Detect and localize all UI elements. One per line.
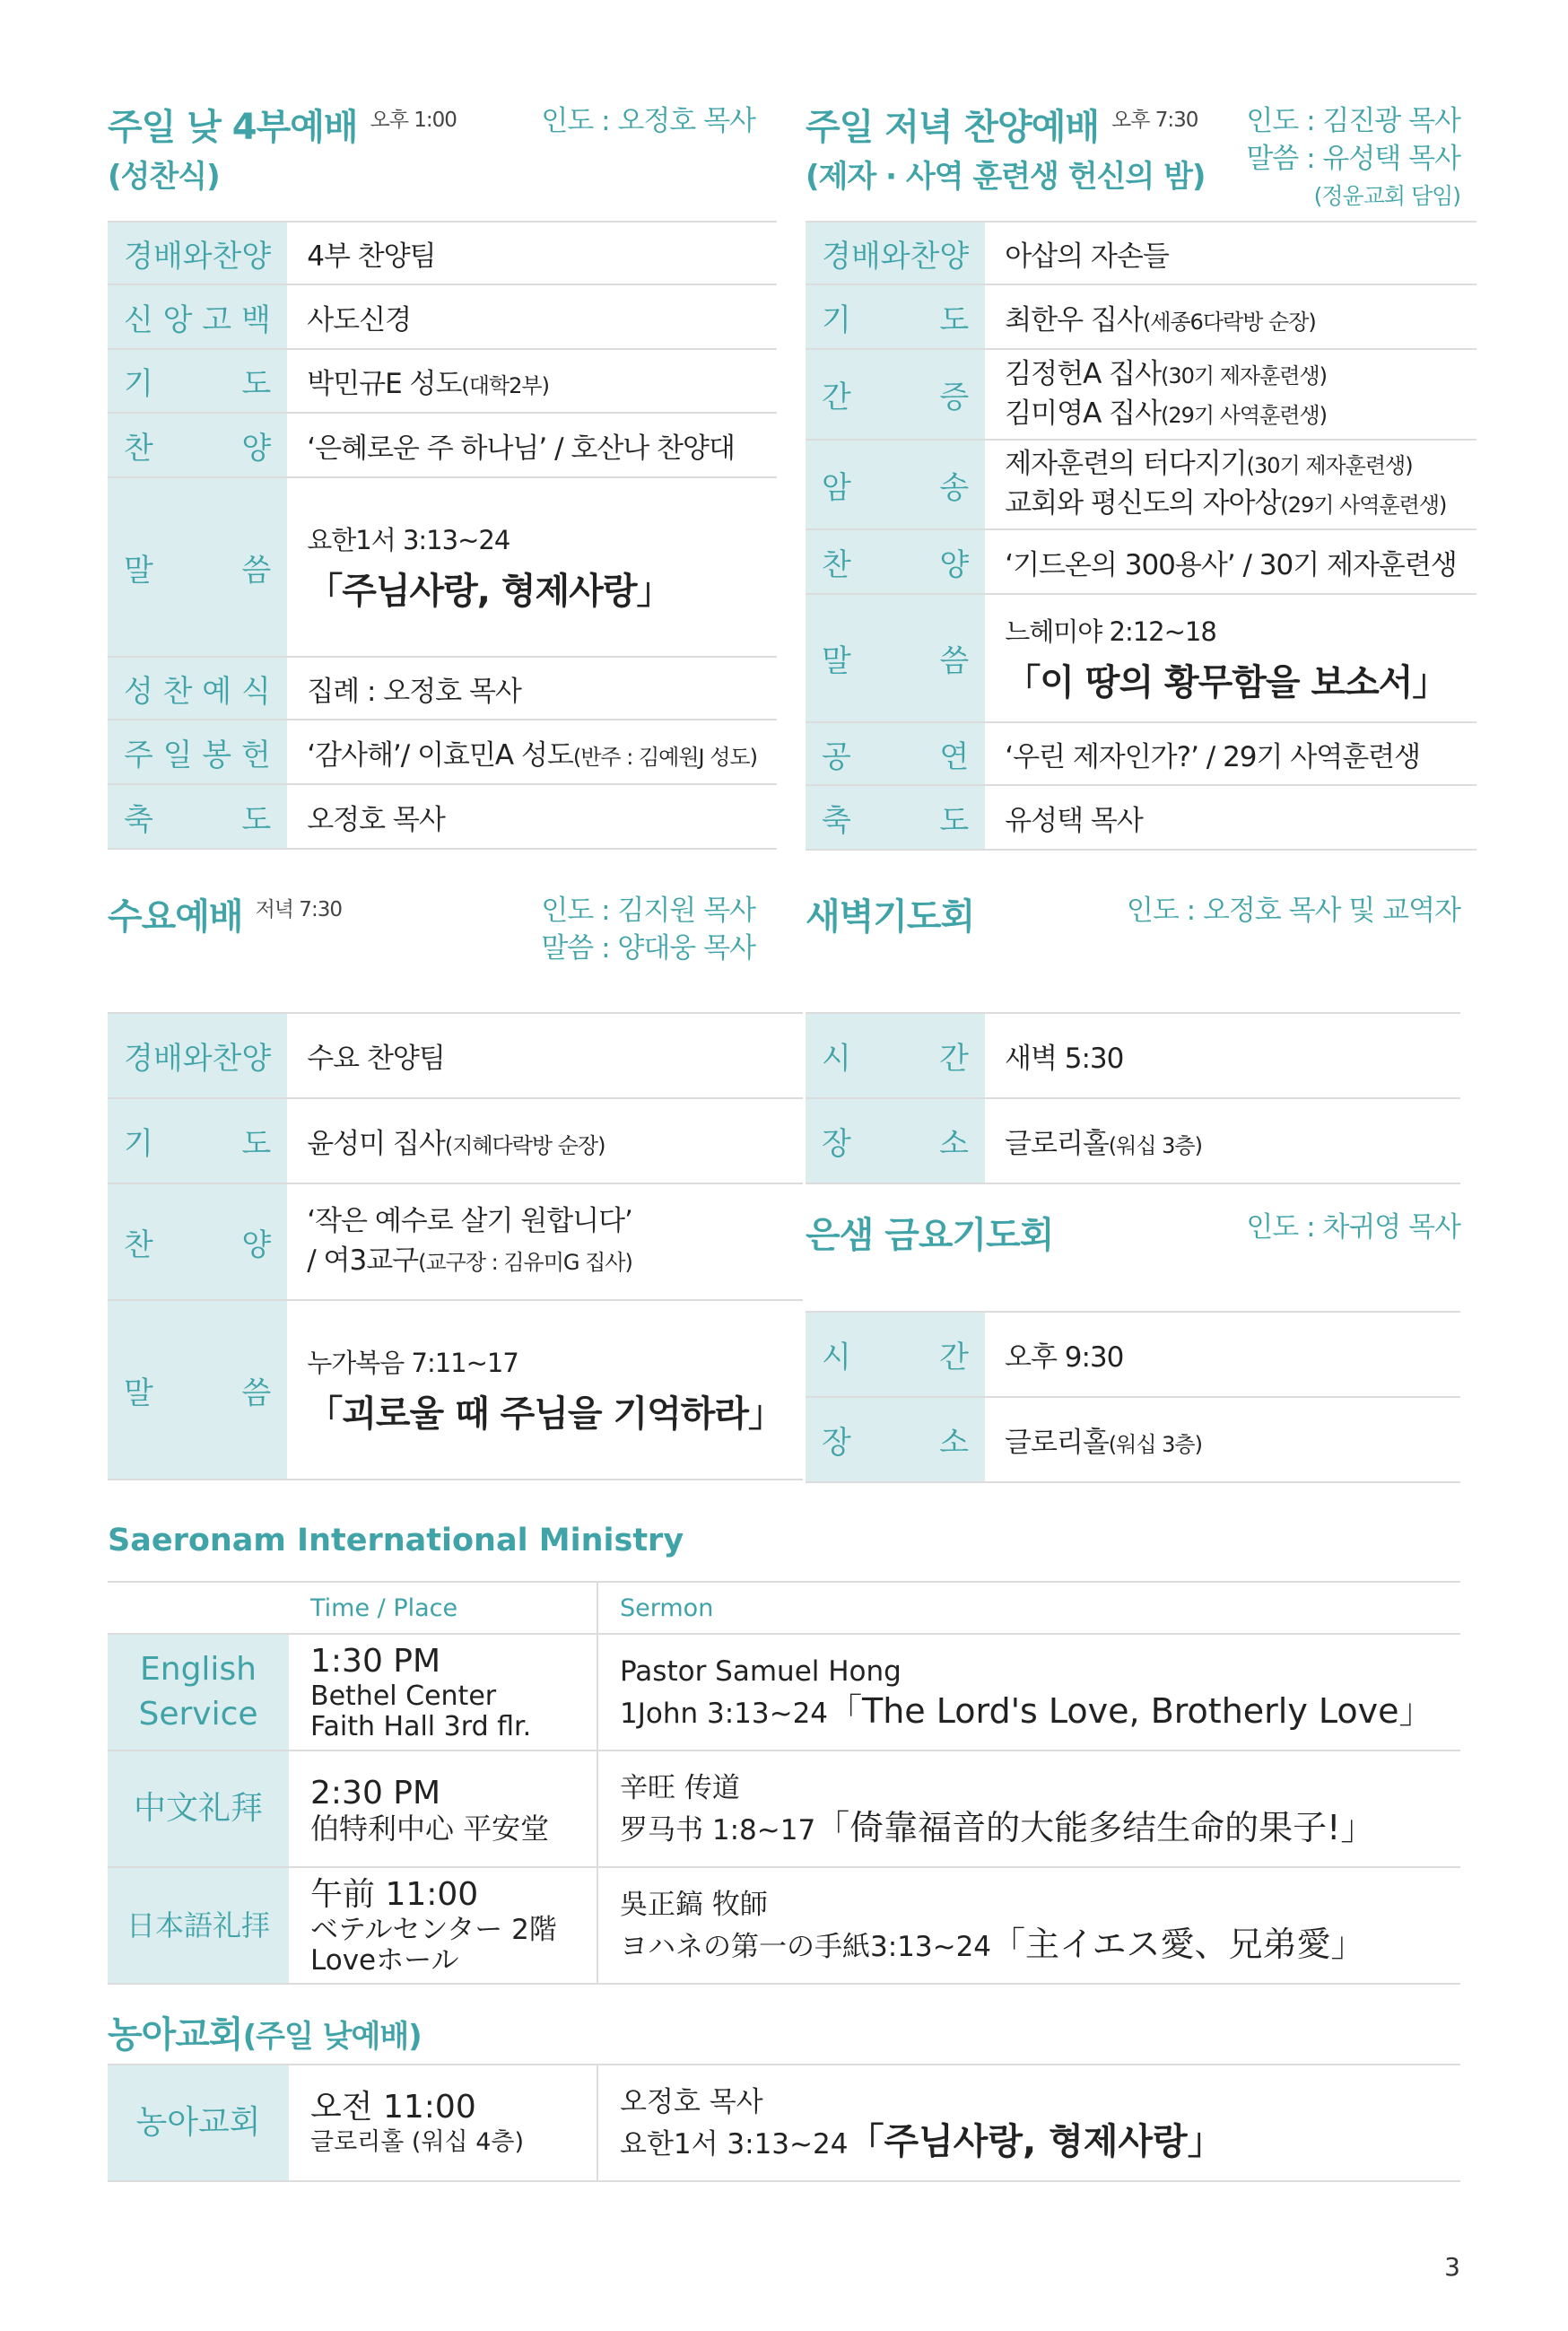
row-label: 도 bbox=[939, 802, 970, 839]
row-label: 기 bbox=[124, 366, 153, 402]
row-label: 찬 bbox=[822, 546, 851, 583]
table-row bbox=[108, 1098, 803, 1183]
row-value: 유성택 목사 bbox=[1005, 804, 1143, 837]
leader-text: 인도 : 오정호 목사 bbox=[541, 105, 755, 137]
preacher-name: 辛旺 传道 bbox=[620, 1771, 740, 1804]
section-subtitle: (성찬식) bbox=[108, 159, 220, 195]
service-place: Bethel Center bbox=[310, 1681, 497, 1712]
row-value-note: (대학2부) bbox=[461, 373, 549, 398]
service-place: Faith Hall 3rd flr. bbox=[310, 1711, 532, 1742]
section-sunday-4th-service bbox=[108, 99, 755, 852]
row-label: 시 bbox=[822, 1041, 851, 1077]
sunday-evening-schedule-table bbox=[806, 221, 1477, 851]
scripture-reference: ヨハネの第一の手紙3:13~24 bbox=[620, 1930, 992, 1963]
preacher-church: (정윤교회 담임) bbox=[1313, 183, 1460, 209]
section-title: 주일 저녁 찬양예배 bbox=[806, 107, 1099, 148]
row-value: 윤성미 집사 bbox=[307, 1128, 445, 1160]
row-label: 공 bbox=[822, 738, 851, 775]
deaf-church-table bbox=[108, 2064, 1460, 2182]
row-label: 소 bbox=[939, 1425, 969, 1461]
row-value: 새벽 5:30 bbox=[1005, 1043, 1124, 1075]
preacher-text: 말씀 : 유성택 목사 bbox=[1246, 143, 1460, 175]
row-label: 씀 bbox=[241, 1375, 272, 1411]
row-label: 찬 bbox=[124, 430, 153, 467]
row-value-note: (워십 3층) bbox=[1108, 1133, 1202, 1158]
table-row bbox=[806, 529, 1477, 594]
table-row bbox=[806, 1312, 1460, 1397]
row-value: 아삽의 자손들 bbox=[1005, 240, 1169, 273]
table-header-row bbox=[108, 1582, 1460, 1634]
row-value: 글로리홀 bbox=[1005, 1128, 1109, 1160]
table-row bbox=[108, 284, 777, 349]
row-label: 축 bbox=[822, 802, 851, 839]
table-row bbox=[108, 1634, 1460, 1750]
row-label: 연 bbox=[939, 738, 970, 775]
row-label: 간 bbox=[939, 1041, 969, 1077]
table-row bbox=[108, 222, 777, 284]
section-dawn-prayer bbox=[806, 888, 1460, 1175]
service-label: 日本語礼拝 bbox=[108, 1867, 289, 1984]
sermon-title: 「The Lord's Love, Brotherly Love」 bbox=[828, 1690, 1433, 1731]
table-row bbox=[108, 720, 777, 784]
row-label: 말 bbox=[124, 1375, 153, 1411]
table-row bbox=[108, 1013, 803, 1098]
service-time: 오후 1:00 bbox=[370, 109, 457, 132]
section-title: 수요예배 bbox=[108, 896, 243, 938]
section-title-deaf-church: 농아교회 bbox=[108, 2014, 243, 2056]
table-row bbox=[108, 1867, 1460, 1984]
row-value: 김정헌A 집사 bbox=[1005, 357, 1162, 390]
row-label: 도 bbox=[939, 301, 970, 338]
table-row bbox=[806, 785, 1477, 850]
preacher-name: 오정호 목사 bbox=[620, 2085, 763, 2118]
row-label: 경배와찬양 bbox=[822, 238, 970, 275]
row-value: ‘감사해’/ 이효민A 성도 bbox=[307, 738, 573, 772]
row-label: 축 bbox=[124, 801, 153, 838]
table-row bbox=[806, 594, 1477, 722]
row-label: 소 bbox=[939, 1126, 969, 1162]
row-label: 씀 bbox=[939, 643, 970, 679]
row-value: 김미영A 집사 bbox=[1005, 397, 1162, 430]
table-row bbox=[108, 2065, 1460, 2181]
leader-text: 인도 : 김지원 목사 bbox=[541, 895, 755, 927]
row-label: 기 bbox=[822, 301, 851, 338]
row-value: 박민규E 성도 bbox=[307, 368, 462, 400]
section-title: 주일 낮 4부예배 bbox=[108, 107, 358, 148]
row-value-note: (워십 3층) bbox=[1108, 1432, 1202, 1457]
row-label: 기 bbox=[124, 1126, 153, 1162]
section-sunday-evening-service bbox=[806, 99, 1460, 852]
row-label: 경배와찬양 bbox=[124, 1041, 272, 1077]
service-label: English Service bbox=[108, 1634, 289, 1750]
row-value: 교회와 평신도의 자아상 bbox=[1005, 487, 1281, 519]
row-value: 오후 9:30 bbox=[1005, 1341, 1124, 1374]
preacher-text: 말씀 : 양대웅 목사 bbox=[541, 932, 755, 965]
table-row bbox=[108, 413, 777, 477]
section-subtitle: (주일 낮예배) bbox=[242, 2019, 422, 2055]
row-label: 말 bbox=[822, 643, 851, 679]
row-label: 주 일 봉 헌 bbox=[124, 737, 271, 773]
row-value: ‘작은 예수로 살기 원합니다’ bbox=[307, 1205, 632, 1237]
row-label: 양 bbox=[241, 430, 272, 467]
row-label: 신 앙 고 백 bbox=[124, 301, 271, 338]
row-value-note: (반주 : 김예원J 성도) bbox=[572, 744, 757, 770]
scripture-reference: 1John 3:13~24 bbox=[620, 1697, 829, 1730]
row-label: 암 bbox=[822, 469, 851, 506]
row-value-note: (29기 사역훈련생) bbox=[1161, 402, 1328, 428]
preacher-name: Pastor Samuel Hong bbox=[620, 1654, 902, 1688]
row-value: ‘우린 제자인가?’ / 29기 사역훈련생 bbox=[1005, 740, 1421, 773]
section-title: 은샘 금요기도회 bbox=[806, 1215, 1054, 1256]
section-friday-prayer bbox=[806, 1207, 1460, 1485]
table-row bbox=[108, 657, 777, 720]
row-label: 송 bbox=[939, 469, 970, 506]
sermon-title: 「괴로울 때 주님을 기억하라」 bbox=[307, 1393, 784, 1435]
sermon-title: 「倚靠福音的大能多结生命的果子!」 bbox=[815, 1807, 1375, 1847]
service-place: 글로리홀 (워십 4층) bbox=[310, 2128, 524, 2156]
service-place: Loveホール bbox=[310, 1944, 459, 1977]
table-row bbox=[108, 784, 777, 849]
service-time: 오후 7:30 bbox=[1111, 109, 1198, 132]
table-row bbox=[806, 349, 1477, 440]
table-row bbox=[806, 1098, 1460, 1183]
row-label: 도 bbox=[241, 801, 272, 838]
row-label: 장 bbox=[822, 1126, 851, 1162]
international-ministry-table bbox=[108, 1581, 1460, 1985]
row-label: 양 bbox=[939, 546, 970, 583]
column-header: Sermon bbox=[597, 1582, 1460, 1634]
row-value: 제자훈련의 터다지기 bbox=[1005, 448, 1247, 480]
table-row bbox=[108, 477, 777, 657]
row-label: 증 bbox=[939, 380, 970, 415]
row-label: 장 bbox=[822, 1425, 851, 1461]
row-label: 찬 bbox=[124, 1227, 153, 1263]
sunday-4th-schedule-table bbox=[108, 221, 777, 850]
row-value: ‘은혜로운 주 하나님’ / 호산나 찬양대 bbox=[307, 432, 735, 465]
row-label: 간 bbox=[939, 1340, 969, 1375]
row-label: 도 bbox=[241, 1126, 272, 1162]
row-value-note: (세종6다락방 순장) bbox=[1142, 309, 1316, 335]
row-label: 시 bbox=[822, 1340, 851, 1375]
service-time: 午前 11:00 bbox=[310, 1876, 479, 1913]
scripture-reference: 느헤미야 2:12~18 bbox=[1005, 615, 1216, 647]
row-label: 도 bbox=[241, 366, 272, 402]
row-label: 간 bbox=[822, 380, 851, 415]
row-label: 양 bbox=[241, 1227, 272, 1263]
table-row bbox=[806, 440, 1477, 529]
section-title-international: Saeronam International Ministry bbox=[108, 1523, 684, 1558]
service-place: ベテルセンター 2階 bbox=[310, 1914, 557, 1946]
friday-prayer-table bbox=[806, 1311, 1460, 1483]
scripture-reference: 罗马书 1:8~17 bbox=[620, 1813, 816, 1846]
row-value: ‘기드온의 300용사’ / 30기 제자훈련생 bbox=[1005, 548, 1457, 581]
service-time: 오전 11:00 bbox=[310, 2089, 476, 2126]
preacher-name: 吳正鎬 牧師 bbox=[620, 1888, 768, 1921]
service-place: 伯特利中心 平安堂 bbox=[310, 1812, 550, 1846]
table-row bbox=[108, 1750, 1460, 1867]
service-time: 1:30 PM bbox=[310, 1643, 441, 1680]
row-value: 4부 찬양팀 bbox=[307, 240, 436, 273]
section-subtitle: (제자 · 사역 훈련생 헌신의 밤) bbox=[806, 159, 1206, 195]
row-value: / 여3교구 bbox=[307, 1244, 419, 1277]
row-label: 성 찬 예 식 bbox=[124, 673, 271, 710]
row-value-note: (30기 제자훈련생) bbox=[1246, 453, 1413, 478]
service-label: 中文礼拜 bbox=[108, 1750, 289, 1867]
leader-text: 인도 : 오정호 목사 및 교역자 bbox=[1126, 895, 1460, 927]
section-title: 새벽기도회 bbox=[806, 896, 975, 938]
row-value: 집례 : 오정호 목사 bbox=[307, 675, 521, 708]
row-value: 수요 찬양팀 bbox=[307, 1043, 445, 1075]
table-row bbox=[806, 1397, 1460, 1482]
dawn-prayer-table bbox=[806, 1012, 1460, 1184]
column-header: Time / Place bbox=[289, 1582, 597, 1634]
row-label: 씀 bbox=[241, 552, 272, 589]
row-value-note: (교구장 : 김유미G 집사) bbox=[418, 1250, 632, 1275]
table-row bbox=[806, 222, 1477, 284]
table-row bbox=[806, 1013, 1460, 1098]
table-row bbox=[806, 284, 1477, 349]
service-time: 2:30 PM bbox=[310, 1775, 441, 1812]
section-wednesday-service bbox=[108, 888, 784, 1480]
row-value: 글로리홀 bbox=[1005, 1427, 1109, 1459]
row-value-note: (30기 제자훈련생) bbox=[1161, 362, 1328, 388]
table-row bbox=[108, 349, 777, 413]
table-row bbox=[108, 1300, 803, 1480]
wednesday-schedule-table bbox=[108, 1012, 803, 1480]
leader-text: 인도 : 차귀영 목사 bbox=[1246, 1211, 1460, 1244]
row-value-note: (29기 사역훈련생) bbox=[1280, 493, 1447, 518]
sermon-title: 「주님사랑, 형제사랑」 bbox=[848, 2120, 1224, 2162]
service-label: 농아교회 bbox=[108, 2065, 289, 2181]
row-value: 사도신경 bbox=[307, 303, 412, 336]
service-time: 저녁 7:30 bbox=[255, 898, 342, 921]
leader-text: 인도 : 김진광 목사 bbox=[1246, 105, 1460, 137]
sermon-title: 「이 땅의 황무함을 보소서」 bbox=[1005, 661, 1448, 703]
scripture-reference: 요한1서 3:13~24 bbox=[307, 525, 510, 555]
row-value-note: (지혜다락방 순장) bbox=[444, 1133, 605, 1158]
row-label: 말 bbox=[124, 552, 153, 589]
sermon-title: 「主イエス愛、兄弟愛」 bbox=[991, 1924, 1365, 1964]
page-number: 3 bbox=[1444, 2252, 1460, 2282]
table-row bbox=[108, 1183, 803, 1300]
row-value: 최한우 집사 bbox=[1005, 303, 1143, 336]
scripture-reference: 요한1서 3:13~24 bbox=[620, 2127, 849, 2161]
scripture-reference: 누가복음 7:11~17 bbox=[307, 1348, 518, 1378]
table-row bbox=[806, 722, 1477, 785]
row-value: 오정호 목사 bbox=[307, 803, 445, 836]
row-label: 경배와찬양 bbox=[124, 238, 272, 275]
sermon-title: 「주님사랑, 형제사랑」 bbox=[307, 571, 672, 612]
